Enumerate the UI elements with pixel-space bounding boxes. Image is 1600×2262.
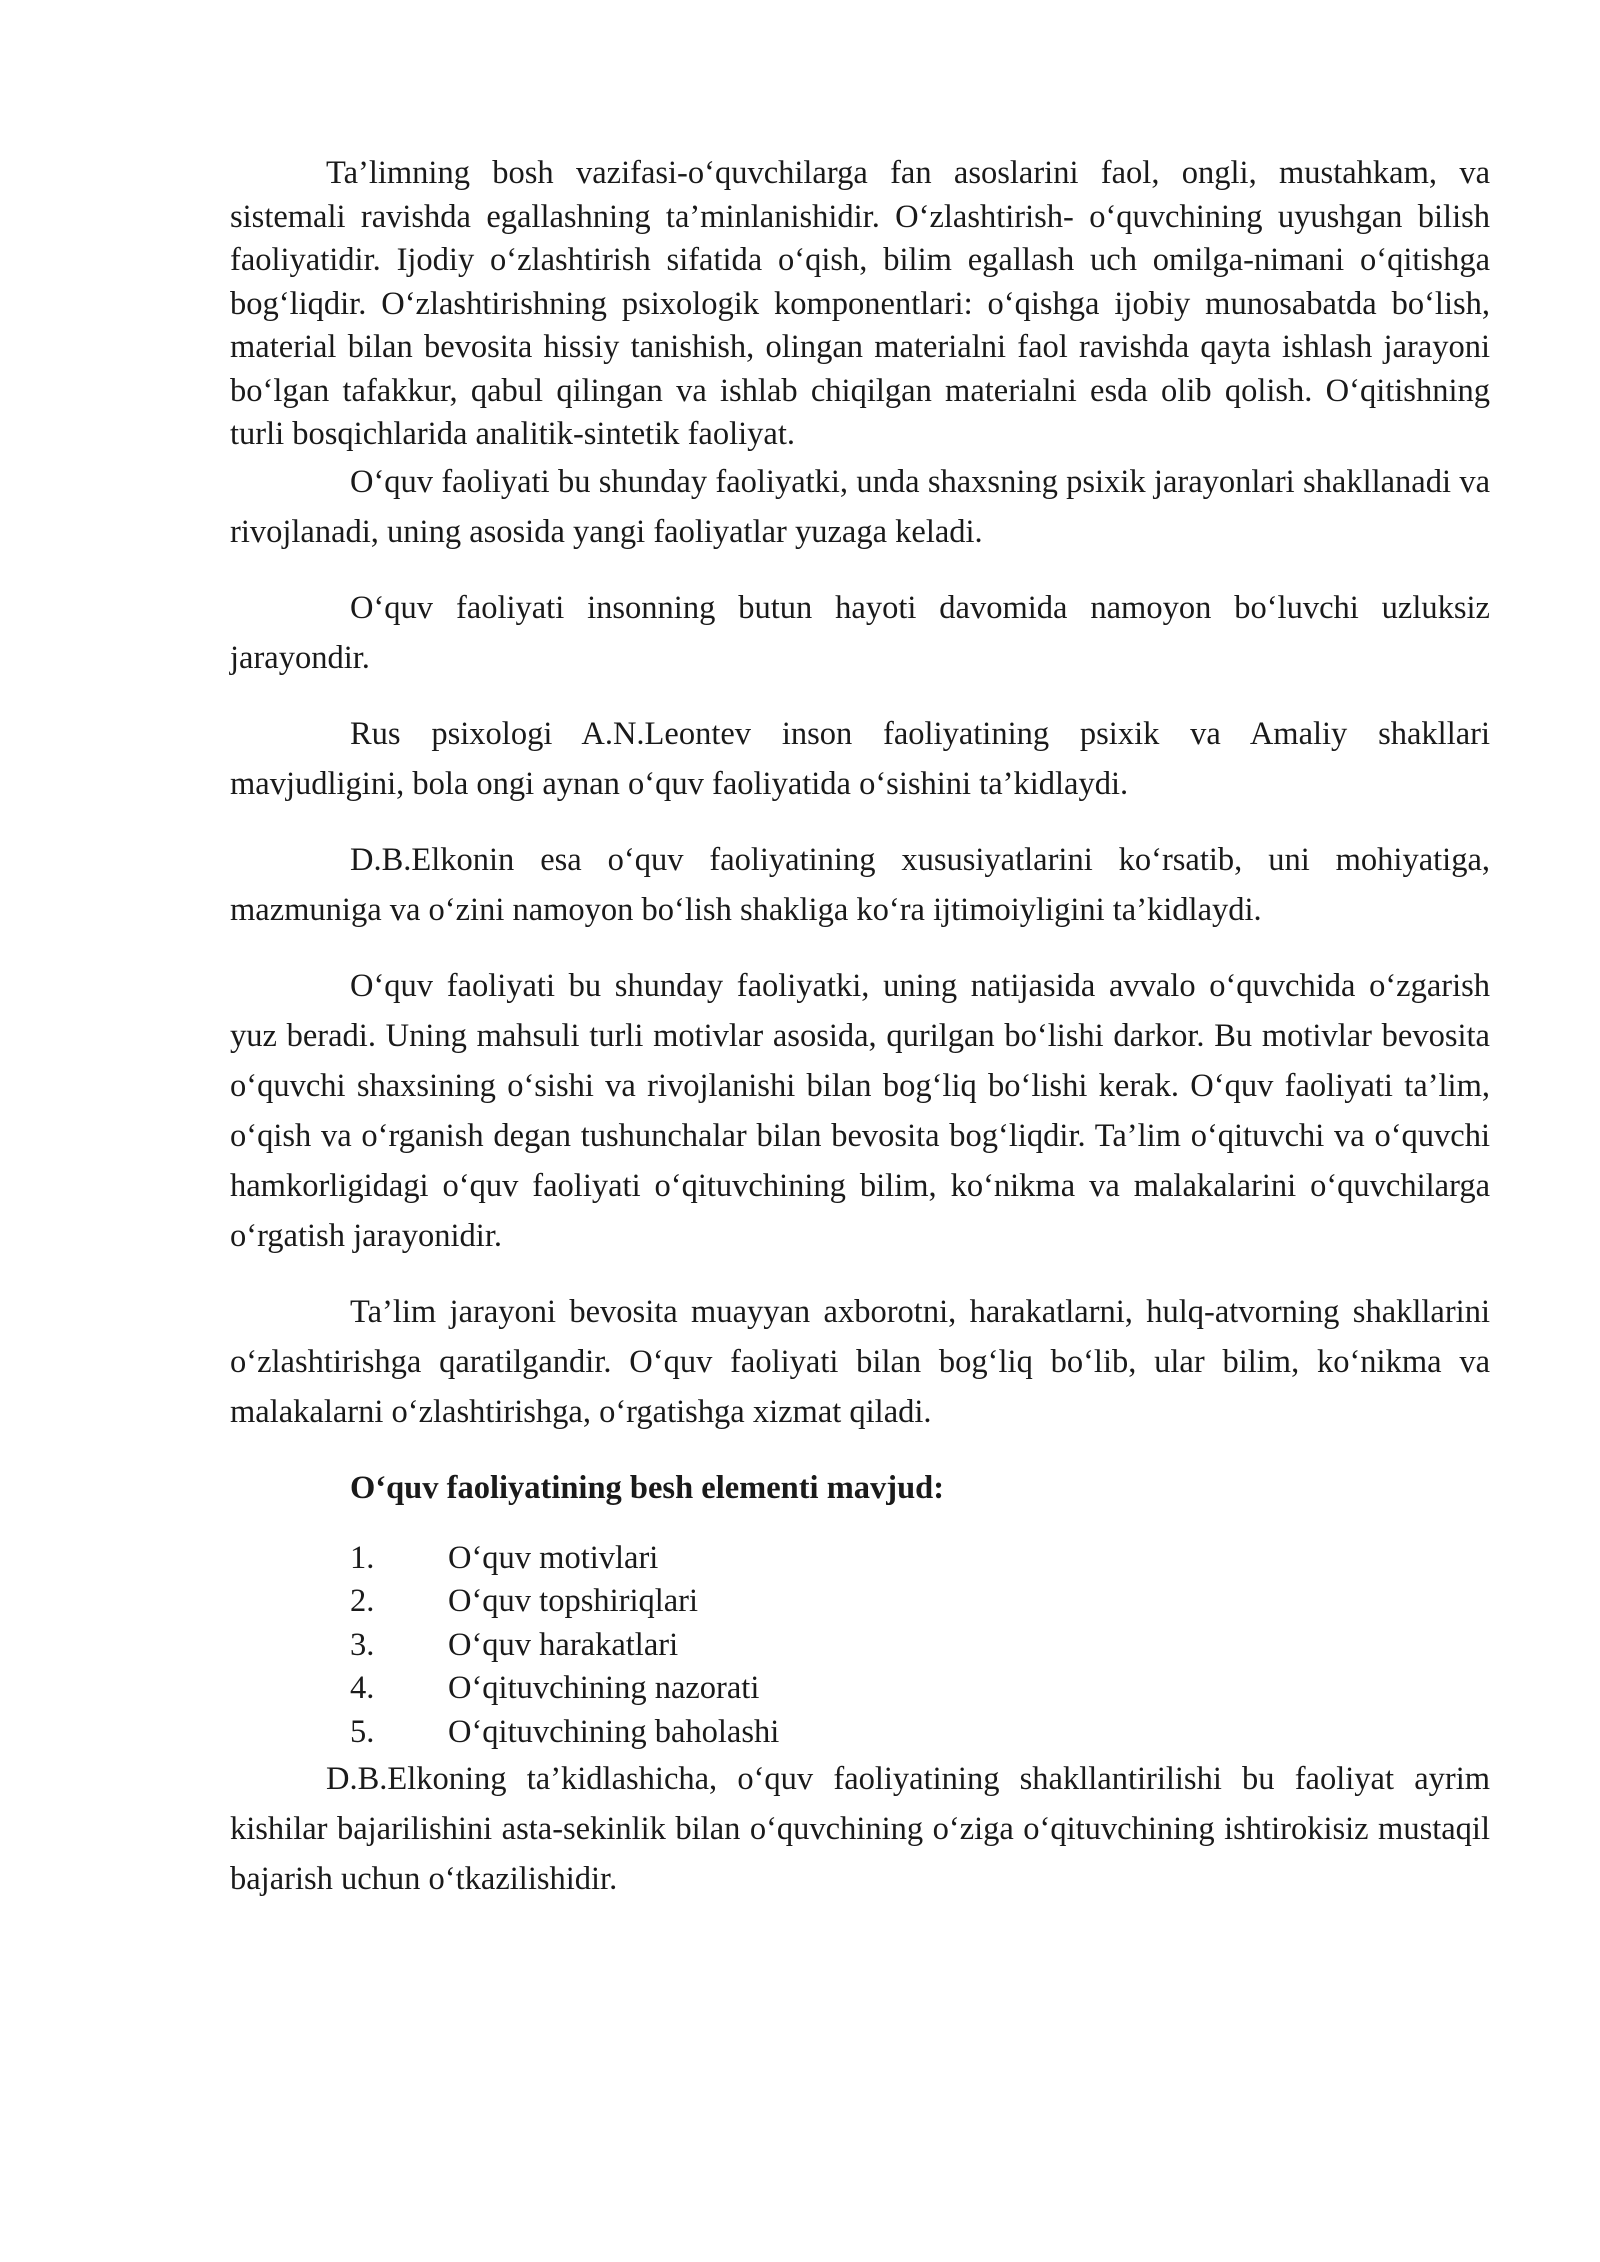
list-item — [230, 1624, 1490, 1668]
paragraph-body-3: Rus psixologi A.N.Leontev inson faoliyatining psixik va Amaliy shakllari mavjudligini, bola ongi aynan o‘quv faoliyatida o‘sishini ta’kidlaydi. — [230, 715, 1490, 802]
elements-list — [230, 1537, 1490, 1755]
list-item-number: 5. — [350, 1713, 375, 1750]
list-item-text: O‘quv motivlari — [448, 1539, 659, 1576]
paragraph-body-4: D.B.Elkonin esa o‘quv faoliyatining xususiyatlarini ko‘rsatib, uni mohiyatiga, mazmuniga va o‘zini namoyon bo‘lish shakliga ko‘ra ijtimoiyligini ta’kidlaydi. — [230, 841, 1490, 928]
document-body — [230, 152, 1490, 1904]
list-item — [230, 1667, 1490, 1711]
list-item-number: 1. — [350, 1539, 375, 1576]
list-item-text: O‘quv topshiriqlari — [448, 1583, 699, 1619]
list-item-text: O‘qituvchining nazorati — [448, 1670, 760, 1706]
list-item-number: 4. — [350, 1670, 375, 1706]
paragraph-body-5: O‘quv faoliyati bu shunday faoliyatki, uning natijasida avvalo o‘quvchida o‘zgarish yuz beradi. Uning mahsuli turli motivlar asosida, qurilgan bo‘lishi darkor. Bu motivlar bevosita o‘quvchi shaxsining o‘sishi va rivojlanishi bilan bog‘liq bo‘lishi kerak. O‘quv faoliyati ta’lim, o‘qish va o‘rganish degan tushunchalar bilan bevosita bog‘liqdir. Ta’lim o‘qituvchi va o‘quvchi hamkorligidagi o‘quv faoliyati o‘qituvchining bilim, ko‘nikma va malakalarini o‘quvchilarga o‘rgatish jarayonidir. — [230, 967, 1490, 1254]
paragraph-body-1: O‘quv faoliyati bu shunday faoliyatki, unda shaxsning psixik jarayonlari shakllanadi va rivojlanadi, uning asosida yangi faoliyatlar yuzaga keladi. — [230, 463, 1490, 550]
list-item — [230, 1711, 1490, 1755]
list-item — [230, 1580, 1490, 1624]
paragraph-body-6: Ta’lim jarayoni bevosita muayyan axborotni, harakatlarni, hulq-atvorning shakllarini o‘zlashtirishga qaratilgandir. O‘quv faoliyati bilan bog‘liq bo‘lib, ular bilim, ko‘nikma va malakalarni o‘zlashtirishga, o‘rgatishga xizmat qiladi. — [230, 1293, 1490, 1430]
paragraph-closing: D.B.Elkoning ta’kidlashicha, o‘quv faoliyatining shakllantirilishi bu faoliyat ayrim kishilar bajarilishini asta-sekinlik bilan o‘quvchining o‘ziga o‘qituvchining ishtirokisiz mustaqil bajarish uchun o‘tkazilishidir. — [230, 1761, 1490, 1897]
list-item — [230, 1537, 1490, 1581]
paragraph-body-2: O‘quv faoliyati insonning butun hayoti davomida namoyon bo‘luvchi uzluksiz jarayondir. — [230, 589, 1490, 676]
list-heading: O‘quv faoliyatining besh elementi mavjud: — [350, 1469, 945, 1506]
list-item-text: O‘qituvchining baholashi — [448, 1713, 780, 1750]
paragraph-intro: Ta’limning bosh vazifasi-o‘quvchilarga fan asoslarini faol, ongli, mustahkam, va sistemali ravishda egallashning ta’minlanishidir. O‘zlashtirish- o‘quvchining uyushgan bilish faoliyatidir. Ijodiy o‘zlashtirish sifatida o‘qish, bilim egallash uch omilga-nimani o‘qitishga bog‘liqdir. O‘zlashtirishning psixologik komponentlari: o‘qishga ijobiy munosabatda bo‘lish, material bilan bevosita hissiy tanishish, olingan materialni faol ravishda qayta ishlash jarayoni bo‘lgan tafakkur, qabul qilingan va ishlab chiqilgan materialni esda olib qolish. O‘qitishning turli bosqichlarida analitik-sintetik faoliyat. — [230, 155, 1490, 452]
list-item-number: 2. — [350, 1583, 375, 1619]
list-item-text: O‘quv harakatlari — [448, 1626, 679, 1663]
list-item-number: 3. — [350, 1626, 375, 1663]
